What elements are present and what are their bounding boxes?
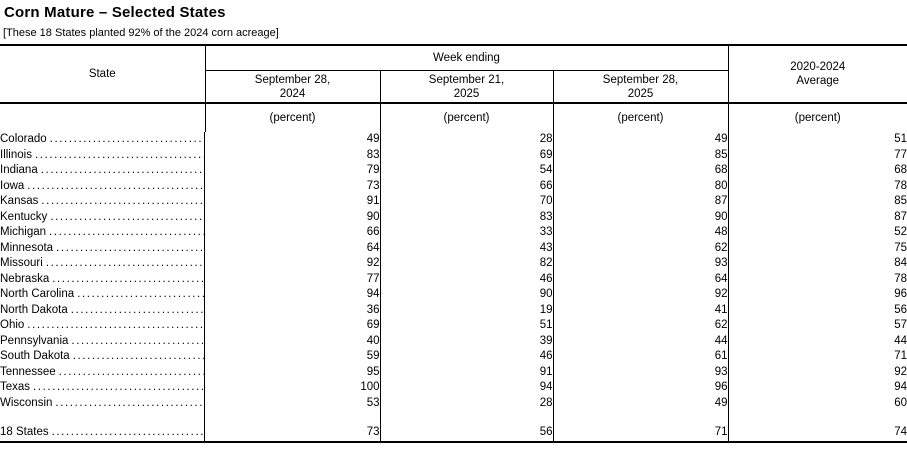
unit-cell-3: (percent) bbox=[553, 103, 728, 132]
value-cell-week1: 92 bbox=[205, 256, 380, 272]
state-name: Illinois bbox=[0, 148, 32, 161]
value-cell-week1: 100 bbox=[205, 380, 380, 396]
value-cell-week2: 94 bbox=[380, 380, 553, 396]
state-cell bbox=[0, 241, 205, 257]
value-cell-week2: 83 bbox=[380, 210, 553, 226]
state-cell bbox=[0, 194, 205, 210]
value-cell-week1: 91 bbox=[205, 194, 380, 210]
table-row bbox=[0, 163, 907, 179]
table-row bbox=[0, 210, 907, 226]
value-cell-week1: 83 bbox=[205, 148, 380, 164]
dot-leader bbox=[49, 225, 204, 241]
state-name: Wisconsin bbox=[0, 396, 53, 409]
state-cell bbox=[0, 380, 205, 396]
table-row bbox=[0, 132, 907, 148]
value-cell-average: 44 bbox=[894, 334, 907, 347]
date-3-line2: 2025 bbox=[627, 87, 654, 100]
value-cell-week2: 82 bbox=[380, 256, 553, 272]
date-column-header-1 bbox=[205, 71, 380, 104]
value-cell-average: 77 bbox=[894, 148, 907, 161]
value-cell-week2: 51 bbox=[380, 318, 553, 334]
value-cell-average: 60 bbox=[894, 396, 907, 409]
date-3-line1: September 28, bbox=[602, 73, 679, 86]
value-cell-week1: 49 bbox=[205, 132, 380, 148]
value-cell-week3: 68 bbox=[553, 163, 728, 179]
table-row bbox=[0, 425, 907, 442]
value-cell-week2: 46 bbox=[380, 349, 553, 365]
state-cell bbox=[0, 225, 205, 241]
value-cell-week1: 95 bbox=[205, 365, 380, 381]
value-cell-average: 92 bbox=[894, 365, 907, 378]
value-cell-average: 52 bbox=[894, 226, 907, 238]
state-name: Tennessee bbox=[0, 365, 56, 378]
value-cell-week2: 19 bbox=[380, 303, 553, 319]
state-name: Kansas bbox=[0, 195, 39, 207]
state-name: Colorado bbox=[0, 133, 47, 145]
value-cell-week3: 62 bbox=[553, 241, 728, 257]
value-cell-week2: 28 bbox=[380, 396, 553, 412]
table-body bbox=[0, 132, 907, 442]
state-name: North Dakota bbox=[0, 303, 68, 316]
state-name: North Carolina bbox=[0, 288, 75, 300]
dot-leader bbox=[59, 365, 204, 381]
value-cell-week3: 49 bbox=[553, 396, 728, 412]
state-name: Pennsylvania bbox=[0, 334, 69, 347]
value-cell-average bbox=[728, 411, 907, 425]
state-cell bbox=[0, 349, 205, 365]
dot-leader bbox=[41, 194, 204, 210]
page-title: Corn Mature – Selected States bbox=[4, 4, 226, 21]
state-name: Minnesota bbox=[0, 241, 54, 254]
value-cell-average: 78 bbox=[894, 179, 907, 192]
value-cell-week1: 73 bbox=[205, 179, 380, 195]
value-cell-week1: 79 bbox=[205, 163, 380, 179]
value-cell-week1: 66 bbox=[205, 225, 380, 241]
value-cell-week1: 77 bbox=[205, 272, 380, 288]
state-name: South Dakota bbox=[0, 350, 70, 362]
table-row bbox=[0, 349, 907, 365]
dot-leader bbox=[71, 303, 204, 319]
value-cell-week3: 96 bbox=[553, 380, 728, 396]
state-cell bbox=[0, 210, 205, 226]
value-cell-week2: 54 bbox=[380, 163, 553, 179]
dot-leader bbox=[52, 272, 204, 288]
table-row bbox=[0, 411, 907, 425]
table-row bbox=[0, 179, 907, 195]
table-row bbox=[0, 318, 907, 334]
table-row bbox=[0, 380, 907, 396]
average-header-line1: 2020-2024 bbox=[790, 61, 846, 73]
value-cell-week3: 92 bbox=[553, 287, 728, 303]
value-cell-week1: 73 bbox=[205, 425, 380, 442]
dot-leader bbox=[35, 148, 204, 164]
value-cell-week2: 90 bbox=[380, 287, 553, 303]
state-cell bbox=[0, 318, 205, 334]
table-row bbox=[0, 303, 907, 319]
value-cell-week2: 43 bbox=[380, 241, 553, 257]
state-cell bbox=[0, 132, 205, 148]
value-cell-average: 51 bbox=[894, 133, 907, 145]
state-name: Indiana bbox=[0, 164, 38, 176]
state-cell bbox=[0, 272, 205, 288]
dot-leader bbox=[33, 380, 204, 396]
table-row bbox=[0, 365, 907, 381]
value-cell-week1: 40 bbox=[205, 334, 380, 350]
state-name: Michigan bbox=[0, 226, 47, 238]
dot-leader bbox=[27, 318, 204, 334]
date-2-line2: 2025 bbox=[453, 87, 480, 100]
state-cell bbox=[0, 303, 205, 319]
table-row bbox=[0, 148, 907, 164]
value-cell-week3: 87 bbox=[553, 194, 728, 210]
value-cell-average: 87 bbox=[894, 210, 907, 223]
value-cell-week1 bbox=[205, 411, 380, 425]
date-column-header-2 bbox=[380, 71, 553, 104]
state-column-header: State bbox=[0, 45, 205, 103]
value-cell-average: 94 bbox=[894, 381, 907, 393]
table-row bbox=[0, 334, 907, 350]
table-row bbox=[0, 287, 907, 303]
state-name: 18 States bbox=[0, 426, 49, 438]
state-name: Iowa bbox=[0, 179, 25, 192]
value-cell-week2: 70 bbox=[380, 194, 553, 210]
state-name: Kentucky bbox=[0, 210, 48, 223]
page-subtitle: [These 18 States planted 92% of the 2024 corn acreage] bbox=[3, 27, 279, 39]
state-cell bbox=[0, 256, 205, 272]
date-column-header-3 bbox=[553, 71, 728, 104]
date-1-line2: 2024 bbox=[279, 87, 306, 100]
state-cell bbox=[0, 396, 205, 412]
dot-leader bbox=[77, 287, 204, 303]
state-name: Nebraska bbox=[0, 272, 50, 285]
value-cell-week2: 39 bbox=[380, 334, 553, 350]
value-cell-average: 85 bbox=[894, 195, 907, 207]
value-cell-week1: 64 bbox=[205, 241, 380, 257]
value-cell-average: 78 bbox=[894, 272, 907, 285]
value-cell-week1: 53 bbox=[205, 396, 380, 412]
state-cell bbox=[0, 411, 205, 425]
value-cell-average: 74 bbox=[894, 426, 907, 438]
dot-leader bbox=[41, 163, 204, 179]
date-2-line1: September 21, bbox=[428, 73, 505, 86]
value-cell-average: 75 bbox=[894, 241, 907, 254]
value-cell-week1: 59 bbox=[205, 349, 380, 365]
dot-leader bbox=[71, 334, 204, 350]
value-cell-week2: 28 bbox=[380, 132, 553, 148]
table-row bbox=[0, 241, 907, 257]
value-cell-week3: 44 bbox=[553, 334, 728, 350]
value-cell-week3: 41 bbox=[553, 303, 728, 319]
state-cell bbox=[0, 148, 205, 164]
value-cell-week3: 62 bbox=[553, 318, 728, 334]
dot-leader bbox=[56, 241, 204, 257]
week-ending-header: Week ending bbox=[205, 45, 728, 71]
value-cell-average: 56 bbox=[894, 303, 907, 316]
value-cell-average: 71 bbox=[894, 350, 907, 362]
value-cell-week3: 93 bbox=[553, 365, 728, 381]
unit-cell-4: (percent) bbox=[794, 112, 841, 124]
table-row bbox=[0, 225, 907, 241]
value-cell-week1: 69 bbox=[205, 318, 380, 334]
dot-leader bbox=[55, 396, 204, 412]
value-cell-week3: 49 bbox=[553, 132, 728, 148]
dot-leader bbox=[27, 179, 204, 195]
value-cell-average: 57 bbox=[894, 319, 907, 331]
state-cell bbox=[0, 425, 205, 441]
value-cell-week2: 66 bbox=[380, 179, 553, 195]
value-cell-week3: 61 bbox=[553, 349, 728, 365]
value-cell-week2: 69 bbox=[380, 148, 553, 164]
state-cell bbox=[0, 163, 205, 179]
value-cell-week3: 93 bbox=[553, 256, 728, 272]
value-cell-week3 bbox=[553, 411, 728, 425]
table-row bbox=[0, 194, 907, 210]
value-cell-week2: 33 bbox=[380, 225, 553, 241]
date-1-line1: September 28, bbox=[254, 73, 331, 86]
header-row-group bbox=[0, 45, 907, 71]
unit-cell-2: (percent) bbox=[380, 103, 553, 132]
state-name: Texas bbox=[0, 381, 31, 393]
table-row bbox=[0, 396, 907, 412]
value-cell-week2: 91 bbox=[380, 365, 553, 381]
value-cell-average: 96 bbox=[894, 288, 907, 300]
table-row bbox=[0, 256, 907, 272]
value-cell-week3: 64 bbox=[553, 272, 728, 288]
dot-leader bbox=[50, 210, 204, 226]
state-name: Ohio bbox=[0, 319, 25, 331]
dot-leader bbox=[50, 132, 204, 148]
value-cell-week3: 90 bbox=[553, 210, 728, 226]
state-cell bbox=[0, 287, 205, 303]
average-column-header bbox=[728, 45, 907, 103]
unit-cell-empty bbox=[0, 103, 205, 132]
value-cell-week1: 36 bbox=[205, 303, 380, 319]
value-cell-week1: 94 bbox=[205, 287, 380, 303]
corn-mature-table bbox=[0, 44, 907, 443]
value-cell-week3: 71 bbox=[553, 425, 728, 442]
state-name: Missouri bbox=[0, 257, 43, 269]
average-header-line2: Average bbox=[796, 75, 840, 87]
dot-leader bbox=[52, 425, 204, 441]
value-cell-week3: 80 bbox=[553, 179, 728, 195]
value-cell-week2: 46 bbox=[380, 272, 553, 288]
value-cell-week1: 90 bbox=[205, 210, 380, 226]
value-cell-week2: 56 bbox=[380, 425, 553, 442]
unit-row bbox=[0, 103, 907, 132]
value-cell-week3: 85 bbox=[553, 148, 728, 164]
unit-cell-1: (percent) bbox=[205, 103, 380, 132]
dot-leader bbox=[46, 256, 204, 272]
value-cell-week3: 48 bbox=[553, 225, 728, 241]
value-cell-average: 84 bbox=[894, 257, 907, 269]
state-cell bbox=[0, 179, 205, 195]
state-cell bbox=[0, 334, 205, 350]
value-cell-average: 68 bbox=[894, 164, 907, 176]
dot-leader bbox=[73, 349, 204, 365]
value-cell-week2 bbox=[380, 411, 553, 425]
table-row bbox=[0, 272, 907, 288]
state-cell bbox=[0, 365, 205, 381]
